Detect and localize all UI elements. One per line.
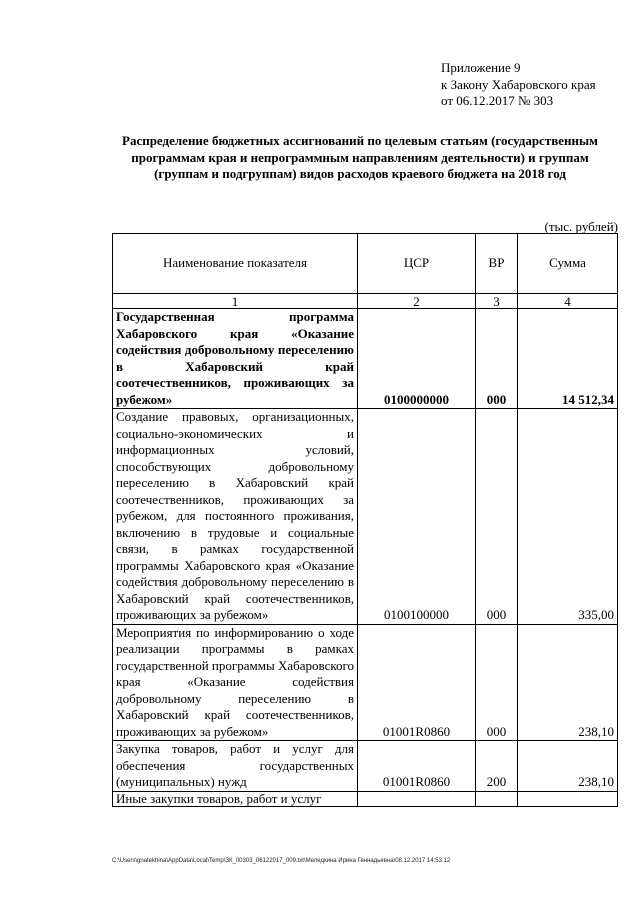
budget-table xyxy=(112,233,618,807)
row-csr: 01001R0860 xyxy=(358,624,476,741)
row-csr xyxy=(358,791,476,806)
header-name: Наименование показателя xyxy=(113,234,358,294)
appendix-date: от 06.12.2017 № 303 xyxy=(441,93,554,108)
row-sum: 14 512,34 xyxy=(518,309,618,409)
column-number-row xyxy=(113,294,618,309)
column-number: 3 xyxy=(476,294,518,309)
header-csr: ЦСР xyxy=(358,234,476,294)
table-row xyxy=(113,741,618,792)
table-row xyxy=(113,409,618,625)
row-vr: 000 xyxy=(476,624,518,741)
row-csr: 0100000000 xyxy=(358,309,476,409)
column-number: 4 xyxy=(518,294,618,309)
row-vr: 200 xyxy=(476,741,518,792)
appendix-note xyxy=(441,60,596,110)
row-csr: 0100100000 xyxy=(358,409,476,625)
table-row xyxy=(113,791,618,806)
units-label: (тыс. рублей) xyxy=(544,219,618,234)
row-vr: 000 xyxy=(476,309,518,409)
row-csr: 01001R0860 xyxy=(358,741,476,792)
header-sum: Сумма xyxy=(518,234,618,294)
table-row xyxy=(113,624,618,741)
appendix-number: Приложение 9 xyxy=(441,60,521,75)
row-sum: 238,10 xyxy=(518,624,618,741)
row-vr xyxy=(476,791,518,806)
row-sum: 335,00 xyxy=(518,409,618,625)
appendix-law: к Закону Хабаровского края xyxy=(441,76,596,92)
header-vr: ВР xyxy=(476,234,518,294)
column-number: 1 xyxy=(113,294,358,309)
table-row xyxy=(113,309,618,409)
row-name: Мероприятия по информированию о ходе реализации программы в рамках государственной программы Хабаровского края «Оказание содействия добровольному переселению в Хабаровский край соотечественников, проживающих за рубежом» xyxy=(113,624,358,741)
row-sum xyxy=(518,791,618,806)
row-name: Иные закупки товаров, работ и услуг xyxy=(113,791,358,806)
row-sum: 238,10 xyxy=(518,741,618,792)
row-vr: 000 xyxy=(476,409,518,625)
document-title: Распределение бюджетных ассигнований по целевым статьям (государственным программам края и непрограммным направлениям деятельности) и группам (группам и подгруппам) видов расходов краевого бюджета на 2018 год xyxy=(122,133,598,181)
row-name: Государственная программа Хабаровского края «Оказание содействия добровольному переселению в Хабаровский край соотечественников, проживающих за рубежом» xyxy=(113,309,358,409)
row-name: Создание правовых, организационных, социально-экономических и информационных условий, способствующих добровольному переселению в Хабаровский край соотечественников, проживающих за рубежом, для постоянного проживания, включению в трудовые и социальные связи, в рамках государственной программы Хабаровского края «Оказание содействия добровольному переселению в Хабаровский край соотечественников, проживающих за рубежом» xyxy=(113,409,358,625)
column-number: 2 xyxy=(358,294,476,309)
table-header-row xyxy=(113,234,618,294)
row-name: Закупка товаров, работ и услуг для обеспечения государственных (муниципальных) нужд xyxy=(113,741,358,792)
file-path-footer: C:\Users\gnatekhina\AppData\Local\Temp\ЗК_00303_06122017_009.txt\Меледкина Ирина Геннадьевна\08.12.2017 14:53:12 xyxy=(112,858,451,864)
